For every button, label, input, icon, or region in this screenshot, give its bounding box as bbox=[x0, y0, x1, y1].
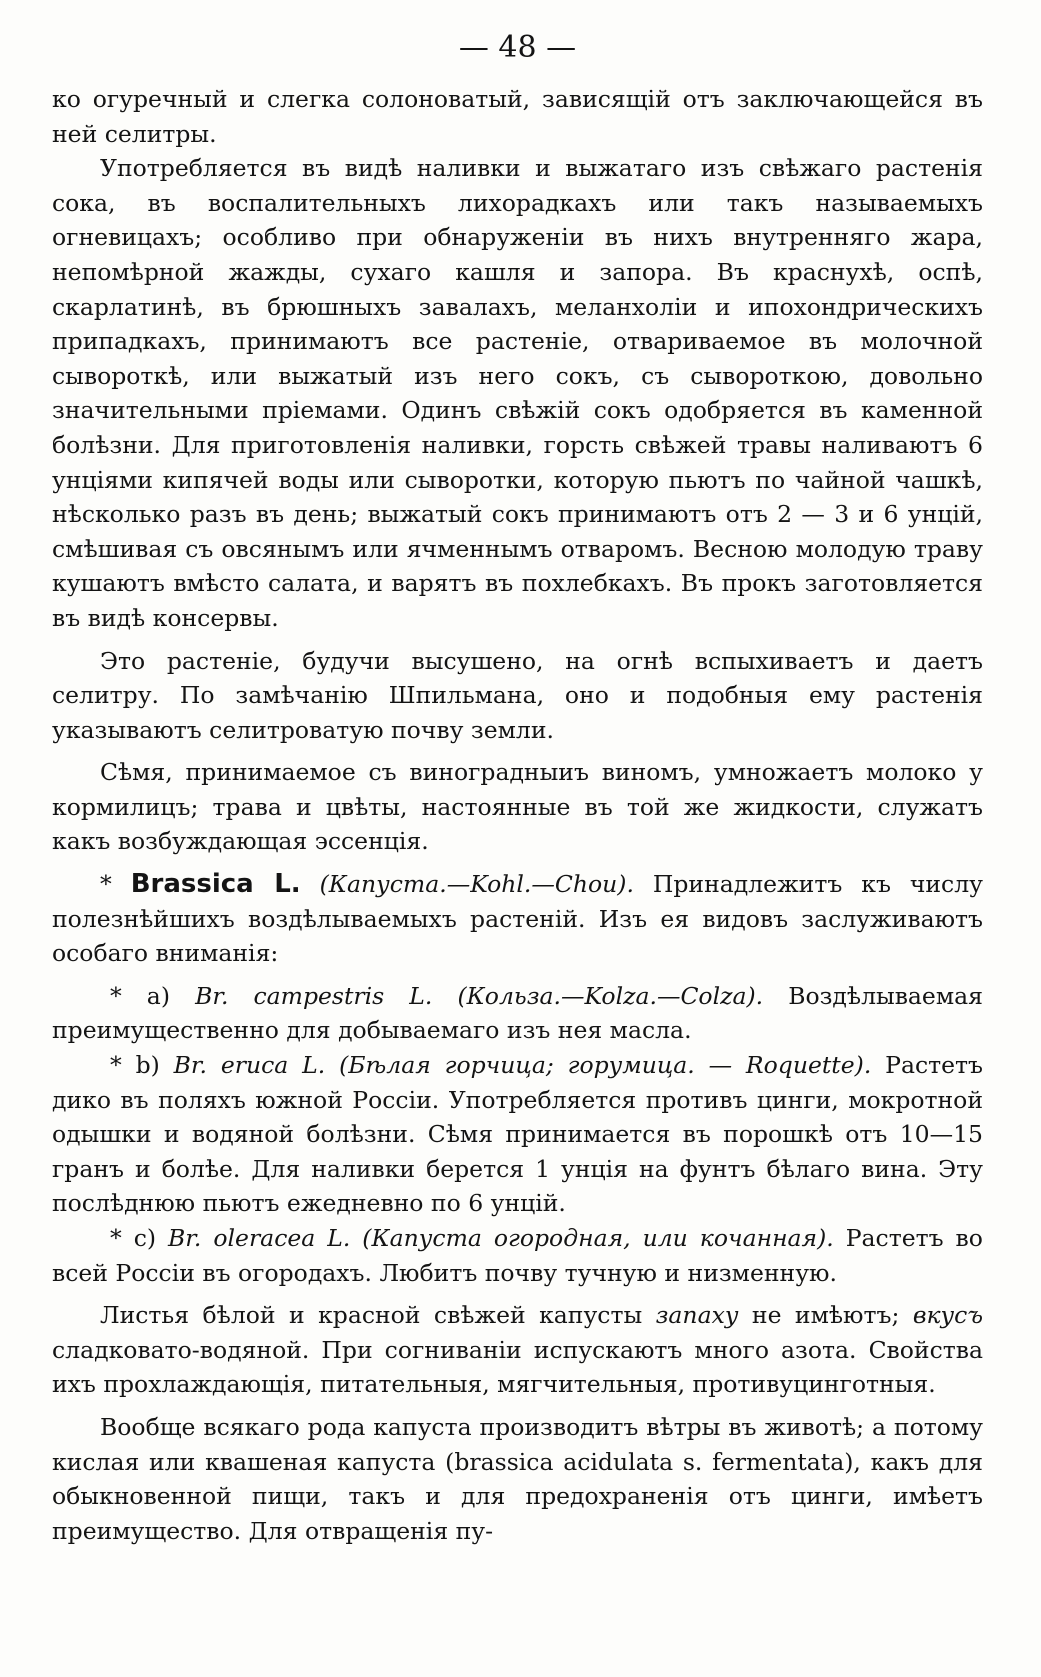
species-marker: * b) bbox=[110, 1051, 160, 1080]
species-description: Растетъ во всей Россіи въ огородахъ. Любитъ почву тучную и низменную. bbox=[52, 1224, 983, 1287]
genus-description: Принадлежитъ къ числу полезнѣйшихъ воздѣлываемыхъ растеній. Изъ ея видовъ заслуживаютъ особаго вниманія: bbox=[52, 870, 983, 968]
paragraph-sauerkraut bbox=[52, 1410, 983, 1548]
paragraph-species-a bbox=[52, 979, 983, 1048]
paragraph-cabbage-leaves bbox=[52, 1298, 983, 1402]
asterisk-mark: * bbox=[100, 870, 112, 899]
text-run: сладковато-водяной. При согниваніи испускаютъ много азота. Свойства ихъ прохлаждающія, питательныя, мягчительныя, противуцинготныя. bbox=[52, 1335, 983, 1399]
common-names: (Капуста.—Kohl.—Chou). bbox=[319, 870, 634, 899]
body-text bbox=[52, 82, 983, 1548]
text-run: ), какъ для обыкновенной пищи, такъ и для предохраненія отъ цинги, имѣетъ преимущество. Для отвращенія пу- bbox=[52, 1447, 984, 1545]
species-common-names: (Кольза.—Kolza.—Colza). bbox=[457, 981, 764, 1010]
species-name: Br. campestris L. bbox=[195, 981, 433, 1010]
species-name: Br. oleracea L. bbox=[168, 1224, 351, 1252]
emphasis-run: запаху bbox=[655, 1301, 739, 1330]
species-marker: * c) bbox=[110, 1224, 157, 1252]
species-marker: * a) bbox=[110, 981, 170, 1010]
species-description: Растетъ дико въ поляхъ южной Россіи. Употребляется противъ цинги, мокротной одышки и водяной болѣзни. Сѣмя принимается въ порошкѣ отъ 10—15 гранъ и болѣе. Для наливки берется 1 унція на фунтъ бѣлаго вина. Эту послѣднюю пьютъ ежедневно по 6 унцій. bbox=[52, 1051, 983, 1218]
latin-term: brassica acidulata s. fermentata bbox=[454, 1447, 845, 1476]
text-run: не имѣютъ; bbox=[751, 1301, 900, 1330]
species-common-names: (Бѣлая горчица; горумица. — Roquette). bbox=[339, 1051, 872, 1080]
species-common-names: (Капуста огородная, или кочанная). bbox=[362, 1224, 834, 1252]
paragraph-saltpeter: Это растеніе, будучи высушено, на огнѣ вспыхиваетъ и даетъ селитру. По замѣчанію Шпильмана, оно и подобныя ему растенія указываютъ селитроватую почву земли. bbox=[52, 646, 983, 744]
text-run: Вообще всякаго рода капуста производитъ вѣтры въ животѣ; а потому кислая или квашеная капуста ( bbox=[52, 1412, 983, 1476]
paragraph-species-b bbox=[52, 1048, 983, 1221]
paragraph-seed: Сѣмя, принимаемое съ виноградныиъ виномъ, умножаетъ молоко у кормилицъ; трава и цвѣты, настоянные въ той же жидкости, служатъ какъ возбуждающая эссенція. bbox=[52, 758, 983, 856]
species-description: Воздѣлываемая преимущественно для добываемаго изъ нея масла. bbox=[52, 981, 983, 1045]
species-name: Br. eruca L. bbox=[173, 1051, 326, 1080]
paragraph-continuation: ко огуречный и слегка солоноватый, зависящій отъ заключающейся въ ней селитры. bbox=[52, 85, 983, 148]
genus-name: Brassica L. bbox=[130, 869, 301, 900]
emphasis-run: вкусъ bbox=[912, 1301, 983, 1330]
page-number: — 48 — bbox=[458, 30, 577, 65]
text-run: Листья бѣлой и красной свѣжей капусты bbox=[100, 1301, 643, 1330]
paragraph-species-c bbox=[52, 1221, 983, 1290]
paragraph-usage: Употребляется въ видѣ наливки и выжатаго изъ свѣжаго растенія сока, въ воспалительныхъ лихорадкахъ или такъ называемыхъ огневицахъ; особливо при обнаруженіи въ нихъ внутренняго жара, непомѣрной жажды, сухаго кашля и запора. Въ краснухѣ, оспѣ, скарлатинѣ, въ брюшныхъ завалахъ, меланхоліи и ипохондрическихъ припадкахъ, принимаютъ все растеніе, отвариваемое въ молочной сывороткѣ, или выжатый изъ него сокъ, съ сывороткою, довольно значительными пріемами. Одинъ свѣжій сокъ одобряется въ каменной болѣзни. Для приготовленія наливки, горсть свѣжей травы наливаютъ 6 унціями кипячей воды или сыворотки, которую пьютъ по чайной чашкѣ, нѣсколько разъ въ день; выжатый сокъ принимаютъ отъ 2 — 3 и 6 унцій, смѣшивая съ овсянымъ или ячменнымъ отваромъ. Весною молодую траву кушаютъ вмѣсто салата, и варятъ въ похлебкахъ. Въ прокъ заготовляется въ видѣ консервы. bbox=[52, 154, 983, 632]
paragraph-brassica-genus bbox=[52, 867, 983, 971]
